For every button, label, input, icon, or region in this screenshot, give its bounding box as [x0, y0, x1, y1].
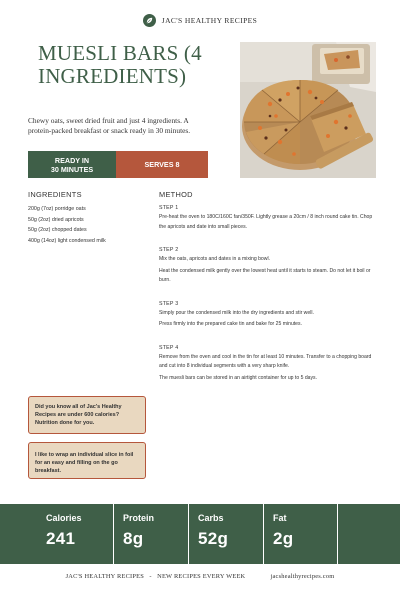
footer-gap	[245, 573, 270, 580]
ready-time-badge	[28, 151, 116, 178]
method-step	[159, 300, 373, 330]
footer-tagline: NEW RECIPES EVERY WEEK	[157, 573, 246, 580]
ingredient-item: 400g (14oz) light condensed milk	[28, 237, 106, 244]
step-text: The muesli bars can be stored in an airtight container for up to 5 days.	[159, 374, 317, 381]
method-step	[159, 246, 373, 286]
step-text: Heat the condensed milk gently over the lowest heat until it starts to steam. Do not let it boil or burn.	[159, 267, 371, 283]
ingredients-list	[28, 204, 148, 246]
ingredients-heading: INGREDIENTS	[28, 190, 82, 199]
ingredient-item: 50g (2oz) chopped dates	[28, 227, 87, 233]
nutrition-fat	[263, 504, 338, 564]
method-step	[159, 204, 373, 232]
step-text: Pre-heat the oven to 180C/160C fan/350F. Lightly grease a 20cm / 8 inch round cake tin. Chop the apricots and date into small pieces.	[159, 214, 373, 230]
carbs-value: 52g	[198, 529, 229, 548]
step-text: Simply pour the condensed milk into the dry ingredients and stir well.	[159, 309, 314, 316]
tip-box-wrap: I like to wrap an individual slice in foil for an easy and filling on the go breakfast.	[28, 442, 146, 479]
method-heading: METHOD	[159, 190, 193, 199]
step-text: Mix the oats, apricots and dates in a mixing bowl.	[159, 256, 270, 262]
nutrition-bar	[0, 504, 400, 564]
recipe-intro: Chewy oats, sweet dried fruit and just 4 ingredients. A protein-packed breakfast or snack ready in 30 minutes.	[28, 116, 191, 135]
calories-label: Calories	[46, 513, 82, 523]
footer-brand: JAC'S HEALTHY RECIPES	[65, 573, 144, 580]
method-section	[159, 190, 373, 391]
nutrition-protein	[113, 504, 188, 564]
step-label: STEP 4	[159, 344, 179, 351]
ingredients-section	[28, 190, 148, 246]
nutrition-carbs	[188, 504, 263, 564]
calories-value: 241	[46, 529, 76, 548]
brand-header	[0, 14, 400, 27]
brand-name: JAC'S HEALTHY RECIPES	[161, 16, 258, 25]
protein-value: 8g	[123, 529, 144, 548]
step-label: STEP 1	[159, 205, 179, 211]
fat-label: Fat	[273, 513, 287, 523]
carbs-label: Carbs	[198, 513, 224, 523]
recipe-stats-bar	[28, 151, 208, 178]
ready-line-2: 30 MINUTES	[50, 164, 94, 174]
method-step	[159, 344, 373, 384]
step-text: Press firmly into the prepared cake tin and bake for 25 minutes.	[159, 321, 302, 327]
fat-value: 2g	[273, 529, 294, 548]
nutrition-calories	[38, 504, 113, 564]
footer-website[interactable]: jacshealthyrecipes.com	[270, 573, 335, 580]
protein-label: Protein	[123, 513, 155, 523]
recipe-photo	[240, 42, 376, 178]
leaf-icon	[143, 14, 156, 27]
page-footer	[0, 573, 400, 580]
serves-badge: SERVES 8	[116, 151, 208, 178]
step-label: STEP 3	[159, 300, 179, 307]
step-label: STEP 2	[159, 247, 179, 253]
step-text: Remove from the oven and cool in the tin for at least 10 minutes. Transfer to a chopping board and cut into 8 individual segments with a very sharp knife.	[159, 353, 372, 369]
ingredient-item: 200g (7oz) porridge oats	[28, 206, 86, 212]
recipe-title: MUESLI BARS (4 INGREDIENTS)	[38, 41, 202, 88]
ingredient-item: 50g (2oz) dried apricots	[28, 216, 84, 223]
ready-line-1: READY IN	[54, 155, 90, 165]
footer-separator: -	[149, 573, 152, 580]
tip-box-calories: Did you know all of Jac's Healthy Recipes are under 600 calories? Nutrition done for you.	[28, 396, 146, 434]
